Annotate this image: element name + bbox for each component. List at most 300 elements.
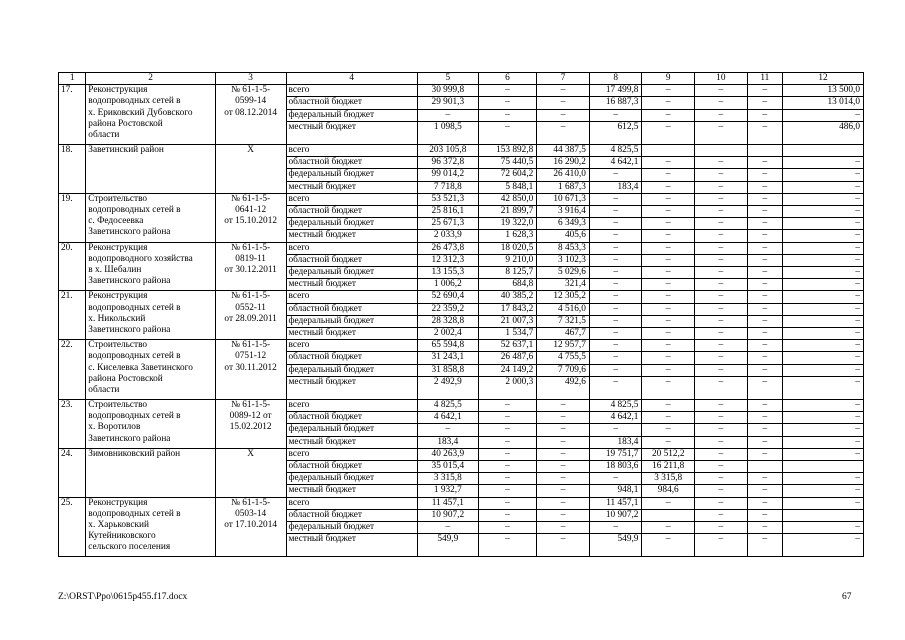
funding-source: федеральный бюджет [286,364,417,376]
table-row [59,340,864,352]
value-cell: – [642,279,695,291]
object-name-line: района Ростовской [88,118,163,129]
value-cell: – [589,522,642,534]
funding-source: всего [286,242,417,254]
value-cell: – [695,85,748,97]
document-reference-line: от 30.11.2012 [224,362,277,373]
value-cell: – [642,97,695,109]
value-cell: 29 901,3 [417,97,478,109]
value-cell: 3 102,3 [537,254,590,266]
value-cell [695,145,748,157]
value-cell: – [783,448,864,460]
value-cell: – [695,497,748,509]
funding-source: местный бюджет [286,230,417,242]
value-cell: 486,0 [783,121,864,144]
value-cell: – [589,291,642,303]
object-name [86,85,215,145]
document-reference-line: № 61-1-5- [231,193,271,204]
value-cell: – [642,85,695,97]
value-cell: – [747,424,782,436]
value-cell: 26 473,8 [417,242,478,254]
value-cell: – [642,218,695,230]
object-name-line: Заветинский район [88,145,164,155]
object-name [86,340,215,400]
value-cell: 52 690,4 [417,291,478,303]
value-cell: – [642,400,695,412]
value-cell: – [589,193,642,205]
value-cell: 4 516,0 [537,303,590,315]
value-cell: 19 322,0 [478,218,537,230]
value-cell: – [747,254,782,266]
value-cell: – [478,109,537,121]
table-row [59,193,864,205]
value-cell: – [537,97,590,109]
value-cell: – [747,328,782,340]
value-cell: – [747,279,782,291]
item-number: 25. [59,497,86,557]
value-cell: 11 457,1 [589,497,642,509]
document-reference-line: 0751-12 [235,351,267,362]
object-name-line: с. Киселевка Заветинского [88,362,193,373]
value-cell: – [695,473,748,485]
value-cell: – [642,291,695,303]
value-cell: – [747,267,782,279]
funding-source: областной бюджет [286,254,417,266]
value-cell: – [783,364,864,376]
value-cell: – [783,218,864,230]
value-cell: – [537,473,590,485]
value-cell: – [478,448,537,460]
value-cell: – [478,412,537,424]
value-cell: – [642,242,695,254]
value-cell: 21 899,7 [478,206,537,218]
value-cell: – [783,497,864,509]
value-cell: 17 499,8 [589,85,642,97]
value-cell: – [695,157,748,169]
document-reference [215,291,286,340]
value-cell: 4 642,1 [417,412,478,424]
object-name-line: сельского поселения [88,542,171,553]
value-cell: – [783,206,864,218]
object-name-line: Заветинского района [88,227,171,238]
value-cell: – [589,279,642,291]
value-cell: 26 487,6 [478,352,537,364]
object-name-line: водопроводного хозяйства [88,253,193,264]
object-name-line: х. Никольский [88,313,146,324]
object-name [86,497,215,557]
value-cell: 16 211,8 [642,461,695,473]
value-cell: 12 305,2 [537,291,590,303]
value-cell: – [747,448,782,460]
value-cell: – [783,303,864,315]
funding-source: всего [286,448,417,460]
value-cell: 4 825,5 [589,145,642,157]
value-cell: – [589,340,642,352]
document-reference-line: от 30.12.2011 [224,265,277,276]
funding-source: федеральный бюджет [286,522,417,534]
value-cell: 19 751,7 [589,448,642,460]
value-cell: – [589,230,642,242]
object-name-line: водопроводных сетей в [88,411,181,422]
value-cell: – [747,97,782,109]
value-cell: – [537,109,590,121]
value-cell: 7 709,6 [537,364,590,376]
value-cell: – [747,509,782,521]
document-reference-line: № 61-1-5- [231,242,271,253]
funding-source: местный бюджет [286,436,417,448]
value-cell: – [417,109,478,121]
document-reference-line: № 61-1-5- [231,400,271,411]
funding-source: местный бюджет [286,485,417,497]
item-number: 20. [59,242,86,291]
value-cell: – [695,303,748,315]
funding-source: всего [286,291,417,303]
value-cell: 153 892,8 [478,145,537,157]
document-reference-line: Х [247,145,254,155]
value-cell: – [537,448,590,460]
value-cell: – [783,534,864,557]
value-cell: 7 718,8 [417,181,478,193]
value-cell: 31 243,1 [417,352,478,364]
value-cell: – [478,522,537,534]
column-header: 10 [695,73,748,85]
value-cell: – [783,230,864,242]
value-cell: – [695,315,748,327]
value-cell: – [747,400,782,412]
value-cell: – [642,121,695,144]
header-row [59,73,864,85]
funding-source: областной бюджет [286,157,417,169]
value-cell: – [695,522,748,534]
value-cell: – [695,242,748,254]
value-cell: 1 534,7 [478,328,537,340]
value-cell: – [783,315,864,327]
document-reference [215,340,286,400]
value-cell: – [695,121,748,144]
object-name-line: Реконструкция [88,242,148,253]
value-cell: – [589,206,642,218]
value-cell: – [642,352,695,364]
value-cell: – [747,485,782,497]
value-cell: – [478,534,537,557]
item-number: 17. [59,85,86,145]
value-cell: 42 850,0 [478,193,537,205]
value-cell: – [589,303,642,315]
value-cell: – [747,206,782,218]
value-cell: – [695,376,748,399]
value-cell: 10 907,2 [417,509,478,521]
value-cell: – [695,364,748,376]
value-cell: 25 671,3 [417,218,478,230]
value-cell: 16 887,3 [589,97,642,109]
value-cell: – [537,461,590,473]
value-cell: – [695,509,748,521]
column-header: 12 [783,73,864,85]
value-cell: 13 155,3 [417,267,478,279]
funding-source: областной бюджет [286,303,417,315]
value-cell: 13 014,0 [783,97,864,109]
value-cell: – [695,254,748,266]
footer-page-number: 67 [842,592,852,602]
value-cell: – [695,352,748,364]
value-cell: – [783,328,864,340]
value-cell: – [642,254,695,266]
funding-source: всего [286,497,417,509]
object-name-line: Реконструкция [88,85,148,96]
funding-source: местный бюджет [286,121,417,144]
item-number: 18. [59,145,86,194]
table-row [59,400,864,412]
value-cell: 5 029,6 [537,267,590,279]
value-cell: – [642,169,695,181]
value-cell: – [747,376,782,399]
value-cell: – [747,364,782,376]
value-cell: – [695,412,748,424]
value-cell: – [783,254,864,266]
value-cell [747,145,782,157]
value-cell: – [695,218,748,230]
budget-table [58,72,864,557]
value-cell: 549,9 [589,534,642,557]
value-cell: – [478,121,537,144]
document-reference-line: от 08.12.2014 [224,107,277,118]
value-cell: 612,5 [589,121,642,144]
value-cell: – [783,169,864,181]
value-cell: – [589,328,642,340]
value-cell: – [642,534,695,557]
value-cell: 31 858,8 [417,364,478,376]
value-cell: – [642,497,695,509]
value-cell: – [747,497,782,509]
document-reference-line: № 61-1-5- [231,291,271,302]
table-row [59,145,864,157]
value-cell: – [478,497,537,509]
value-cell: – [537,509,590,521]
object-name-line: х. Ериковский Дубовского [88,107,193,118]
value-cell: 549,9 [417,534,478,557]
value-cell: 3 315,8 [417,473,478,485]
value-cell: – [695,181,748,193]
value-cell: 405,6 [537,230,590,242]
value-cell: 2 000,3 [478,376,537,399]
value-cell: – [642,206,695,218]
value-cell: – [695,230,748,242]
value-cell: – [589,242,642,254]
value-cell: – [747,109,782,121]
value-cell: – [783,376,864,399]
document-reference-line: 0552-11 [235,302,266,313]
value-cell: – [695,206,748,218]
funding-source: федеральный бюджет [286,218,417,230]
value-cell: – [642,303,695,315]
value-cell: 20 512,2 [642,448,695,460]
funding-source: всего [286,193,417,205]
document-reference-line: 15.02.2012 [229,422,272,433]
value-cell [642,145,695,157]
value-cell: – [783,340,864,352]
value-cell: – [747,230,782,242]
value-cell: 948,1 [589,485,642,497]
document-reference [215,400,286,449]
object-name-line: Заветинского района [88,276,171,287]
value-cell: – [695,291,748,303]
table-row [59,242,864,254]
value-cell: 25 816,1 [417,206,478,218]
value-cell: – [783,193,864,205]
value-cell: – [642,109,695,121]
value-cell: – [747,218,782,230]
item-number: 23. [59,400,86,449]
value-cell: – [537,485,590,497]
value-cell: – [537,400,590,412]
value-cell: – [642,376,695,399]
object-name-line: водопроводных сетей в [88,205,181,216]
document-reference-line: 0089-12 от [229,411,272,422]
object-name-line: Заветинского района [88,325,171,336]
object-name [86,291,215,340]
value-cell: – [783,157,864,169]
value-cell: – [783,485,864,497]
value-cell: 2 033,9 [417,230,478,242]
value-cell: 12 312,3 [417,254,478,266]
table-row [59,497,864,509]
table-row [59,291,864,303]
value-cell: – [537,522,590,534]
value-cell: – [478,436,537,448]
column-header: 1 [59,73,86,85]
funding-source: областной бюджет [286,412,417,424]
value-cell: – [747,436,782,448]
value-cell [783,509,864,521]
value-cell: – [783,267,864,279]
value-cell: – [695,193,748,205]
funding-source: всего [286,340,417,352]
object-name-line: Кутейниковского [88,531,156,542]
value-cell: – [642,157,695,169]
value-cell: – [783,279,864,291]
value-cell: – [747,534,782,557]
value-cell: – [537,121,590,144]
document-reference-line: 0819-11 [235,253,266,264]
value-cell: 4 642,1 [589,412,642,424]
value-cell: 1 932,7 [417,485,478,497]
value-cell: – [642,181,695,193]
object-name-line: водопроводных сетей в [88,508,181,519]
value-cell: – [589,315,642,327]
value-cell: – [783,400,864,412]
funding-source: федеральный бюджет [286,424,417,436]
funding-source: всего [286,85,417,97]
value-cell: 3 315,8 [642,473,695,485]
object-name-line: Строительство [88,400,148,411]
object-name-line: х. Воротилов [88,422,141,433]
value-cell: 21 007,3 [478,315,537,327]
value-cell: – [747,157,782,169]
value-cell: 4 755,5 [537,352,590,364]
value-cell: – [642,522,695,534]
value-cell: 52 637,1 [478,340,537,352]
value-cell: – [747,121,782,144]
object-name-line: области [88,130,120,141]
value-cell: – [537,497,590,509]
funding-source: федеральный бюджет [286,473,417,485]
value-cell: – [589,254,642,266]
value-cell [747,461,782,473]
value-cell: 203 105,8 [417,145,478,157]
funding-source: местный бюджет [286,376,417,399]
funding-source: областной бюджет [286,461,417,473]
value-cell: – [478,485,537,497]
value-cell: – [478,461,537,473]
value-cell: – [747,315,782,327]
value-cell: – [642,364,695,376]
value-cell: – [589,169,642,181]
value-cell: – [478,400,537,412]
column-header: 3 [215,73,286,85]
value-cell: – [537,424,590,436]
value-cell: – [695,534,748,557]
value-cell: 1 006,2 [417,279,478,291]
object-name [86,400,215,449]
object-name-line: Заветинского района [88,433,171,444]
document-reference-line: 0641-12 [235,205,267,216]
item-number: 19. [59,193,86,242]
value-cell: 684,8 [478,279,537,291]
object-name-line: Строительство [88,340,148,351]
value-cell: – [642,424,695,436]
value-cell: – [642,193,695,205]
value-cell: 183,4 [589,436,642,448]
document-reference-line: от 17.10.2014 [224,520,277,531]
value-cell: 2 002,4 [417,328,478,340]
value-cell: – [747,352,782,364]
column-header: 7 [537,73,590,85]
value-cell: – [695,436,748,448]
value-cell: 75 440,5 [478,157,537,169]
value-cell: 8 125,7 [478,267,537,279]
value-cell: – [747,340,782,352]
object-name-line: водопроводных сетей в [88,96,181,107]
value-cell: – [783,473,864,485]
object-name-line: области [88,385,120,396]
column-header: 2 [86,73,215,85]
value-cell: – [783,242,864,254]
value-cell: – [695,97,748,109]
value-cell: – [747,291,782,303]
value-cell: 1 687,3 [537,181,590,193]
value-cell: – [695,267,748,279]
value-cell: – [589,109,642,121]
value-cell: – [783,436,864,448]
document-reference-line: № 61-1-5- [231,497,271,508]
value-cell: – [537,436,590,448]
document-reference-line: 0599-14 [235,96,267,107]
column-header: 4 [286,73,417,85]
value-cell: – [747,303,782,315]
document-reference [215,85,286,145]
value-cell: – [783,352,864,364]
document-reference-line: от 15.10.2012 [224,216,277,227]
value-cell: 1 628,3 [478,230,537,242]
value-cell: 17 843,2 [478,303,537,315]
value-cell: – [478,509,537,521]
value-cell [783,145,864,157]
value-cell: – [695,340,748,352]
value-cell: – [417,424,478,436]
value-cell: – [642,267,695,279]
object-name-line: с. Федосеевка [88,216,144,227]
value-cell: – [783,291,864,303]
